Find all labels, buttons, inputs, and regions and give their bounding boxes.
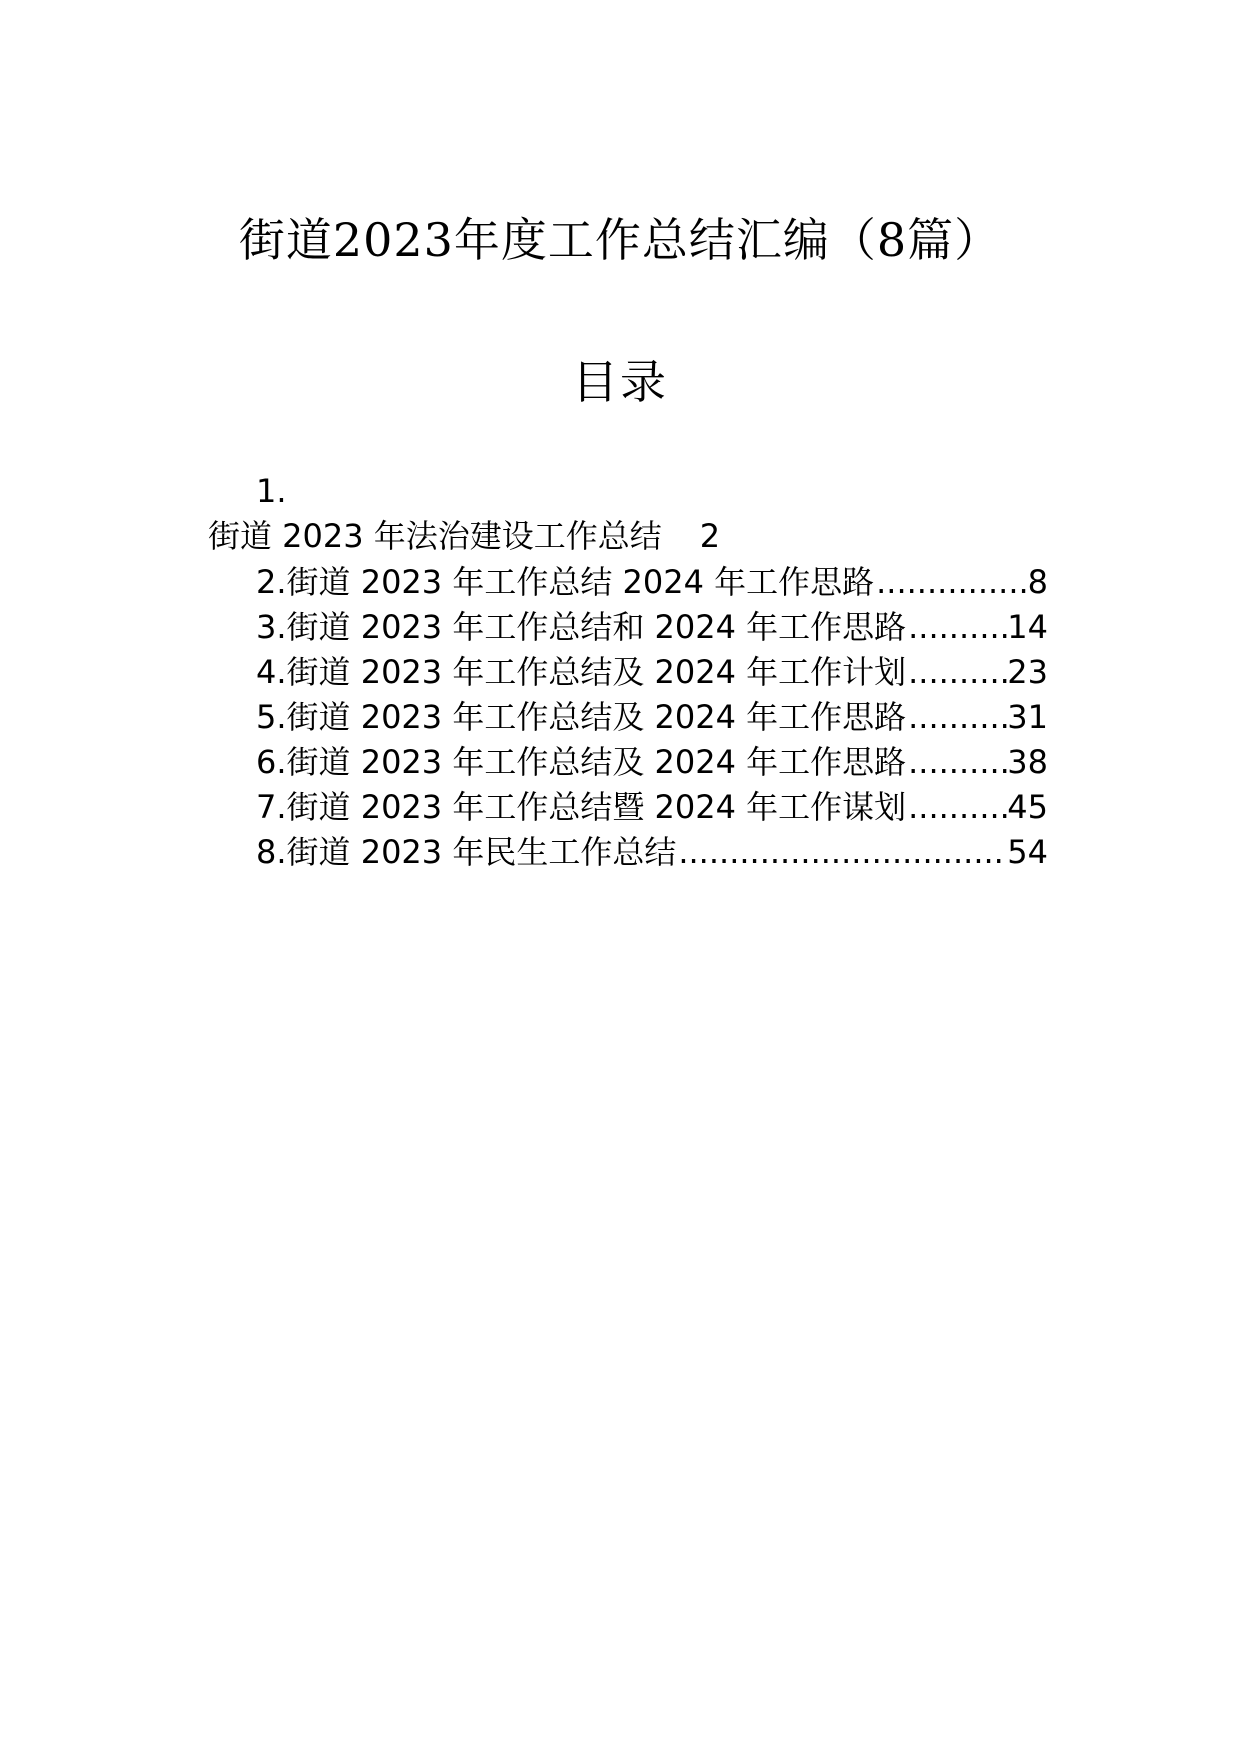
toc-dot-leader <box>906 785 1007 829</box>
toc-entry-5[interactable] <box>256 695 1048 740</box>
toc-entry-label: 7.街道 2023 年工作总结暨 2024 年工作谋划 <box>256 788 907 826</box>
toc-entry-6[interactable] <box>256 740 1048 785</box>
title-suffix: 篇） <box>907 213 1002 267</box>
toc-dot-leader <box>874 560 1028 604</box>
toc-entry-3[interactable] <box>256 605 1048 650</box>
toc-entry-label: 6.街道 2023 年工作总结及 2024 年工作思路 <box>256 743 907 781</box>
toc-dot-leader <box>906 695 1007 739</box>
toc-entry-label: 4.街道 2023 年工作总结及 2024 年工作计划 <box>256 653 907 691</box>
toc-entry-2[interactable] <box>256 560 1048 605</box>
toc-entry-1-label: 街道 2023 年法治建设工作总结 <box>208 517 662 555</box>
toc-entry-label: 5.街道 2023 年工作总结及 2024 年工作思路 <box>256 698 907 736</box>
toc-dot-leader <box>906 650 1007 694</box>
toc-heading: 目录 <box>572 355 668 409</box>
toc-entry-label: 8.街道 2023 年民生工作总结 <box>256 833 677 871</box>
toc-entry-1-page: 2 <box>699 517 721 555</box>
title-middle: 年度工作总结汇编（ <box>453 213 877 267</box>
toc-entry-page: 38 <box>1007 743 1048 781</box>
toc-entry-page: 54 <box>1007 833 1048 871</box>
toc-entry-1-number[interactable]: 1. <box>256 472 287 510</box>
toc-entry-page: 45 <box>1007 788 1048 826</box>
toc-entry-page: 14 <box>1007 608 1048 646</box>
toc-entry-4[interactable] <box>256 650 1048 695</box>
toc-entry-page: 23 <box>1007 653 1048 691</box>
toc-dot-leader <box>906 605 1007 649</box>
toc-entry-8[interactable] <box>256 830 1048 875</box>
toc-dot-leader <box>906 740 1007 784</box>
toc-list <box>256 560 1048 875</box>
toc-entry-page: 8 <box>1027 563 1048 601</box>
toc-entry-7[interactable] <box>256 785 1048 830</box>
toc-entry-1[interactable] <box>208 514 720 558</box>
title-year: 2023 <box>332 213 454 267</box>
title-count: 8 <box>876 213 908 267</box>
toc-entry-label: 2.街道 2023 年工作总结 2024 年工作思路 <box>256 563 875 601</box>
document-title <box>0 210 1240 270</box>
toc-entry-page: 31 <box>1007 698 1048 736</box>
toc-dot-leader <box>676 830 1007 874</box>
title-prefix: 街道 <box>238 213 333 267</box>
toc-entry-label: 3.街道 2023 年工作总结和 2024 年工作思路 <box>256 608 907 646</box>
